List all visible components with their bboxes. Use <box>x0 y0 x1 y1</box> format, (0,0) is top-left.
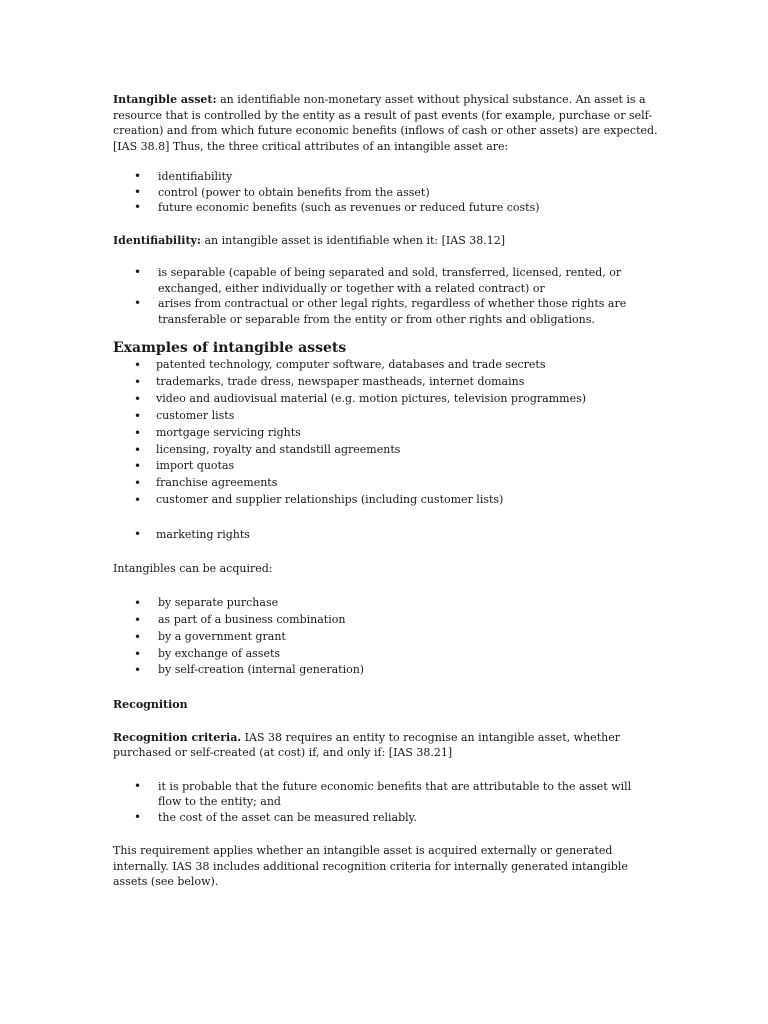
list-item: • is separable (capable of being separated and sold, transferred, licensed, rented, or exchanged, either individually or together with a related contract) or <box>113 265 658 296</box>
list-item: • identifiability <box>113 169 658 185</box>
examples-extra-list <box>113 527 658 543</box>
intro-term: Intangible asset: <box>113 93 217 106</box>
identifiability-list <box>113 265 658 327</box>
list-item: • control (power to obtain benefits from the asset) <box>113 185 658 201</box>
intro-text: an identifiable non-monetary asset without physical substance. An asset is a resource that is controlled by the entity as a result of past events (for example, purchase or self-creation) and from which future economic benefits (inflows of cash or other assets) are expected. [IAS 38.8] Thus, the three critical attributes of an intangible asset are: <box>113 93 658 153</box>
list-item: • trademarks, trade dress, newspaper mastheads, internet domains <box>113 374 658 391</box>
recognition-criteria-paragraph <box>113 730 658 761</box>
list-item: • patented technology, computer software, databases and trade secrets <box>113 357 658 374</box>
recognition-closing: This requirement applies whether an intangible asset is acquired externally or generated internally. IAS 38 includes additional recognition criteria for internally generated intangible assets (see below). <box>113 844 628 889</box>
identifiability-text: an intangible asset is identifiable when it: [IAS 38.12] <box>200 233 506 247</box>
acquired-intro: Intangibles can be acquired: <box>113 561 273 575</box>
list-item: • arises from contractual or other legal rights, regardless of whether those rights are transferable or separable from the entity or from other rights and obligations. <box>113 296 658 327</box>
identifiability-term: Identifiability: <box>113 233 201 247</box>
list-item: • by a government grant <box>113 629 658 646</box>
recognition-criteria-term: Recognition criteria. <box>113 730 242 744</box>
list-item: • customer lists <box>113 408 658 425</box>
list-item: • video and audiovisual material (e.g. motion pictures, television programmes) <box>113 391 658 408</box>
list-item: • customer and supplier relationships (including customer lists) <box>113 492 658 509</box>
intro-paragraph <box>113 92 658 154</box>
list-item: • the cost of the asset can be measured reliably. <box>113 810 658 826</box>
list-item: • future economic benefits (such as revenues or reduced future costs) <box>113 200 658 216</box>
list-item: • it is probable that the future economic benefits that are attributable to the asset will flow to the entity; and <box>113 779 658 810</box>
examples-heading: Examples of intangible assets <box>113 340 347 356</box>
list-item: • franchise agreements <box>113 475 658 492</box>
identifiability-paragraph <box>113 233 658 249</box>
list-item: • by exchange of assets <box>113 646 658 663</box>
recognition-list <box>113 779 658 826</box>
attributes-list <box>113 169 658 216</box>
examples-list <box>113 357 658 509</box>
list-item: • marketing rights <box>113 527 658 543</box>
document-body <box>113 92 658 890</box>
list-item: • import quotas <box>113 458 658 475</box>
list-item: • by separate purchase <box>113 595 658 612</box>
list-item: • licensing, royalty and standstill agreements <box>113 442 658 459</box>
list-item: • as part of a business combination <box>113 612 658 629</box>
list-item: • mortgage servicing rights <box>113 425 658 442</box>
list-item: • by self-creation (internal generation) <box>113 662 658 679</box>
recognition-criteria-text: IAS 38 requires an entity to recognise an intangible asset, whether purchased or self-created (at cost) if, and only if: [IAS 38.21] <box>113 730 620 760</box>
recognition-heading: Recognition <box>113 698 188 712</box>
acquired-list <box>113 595 658 679</box>
